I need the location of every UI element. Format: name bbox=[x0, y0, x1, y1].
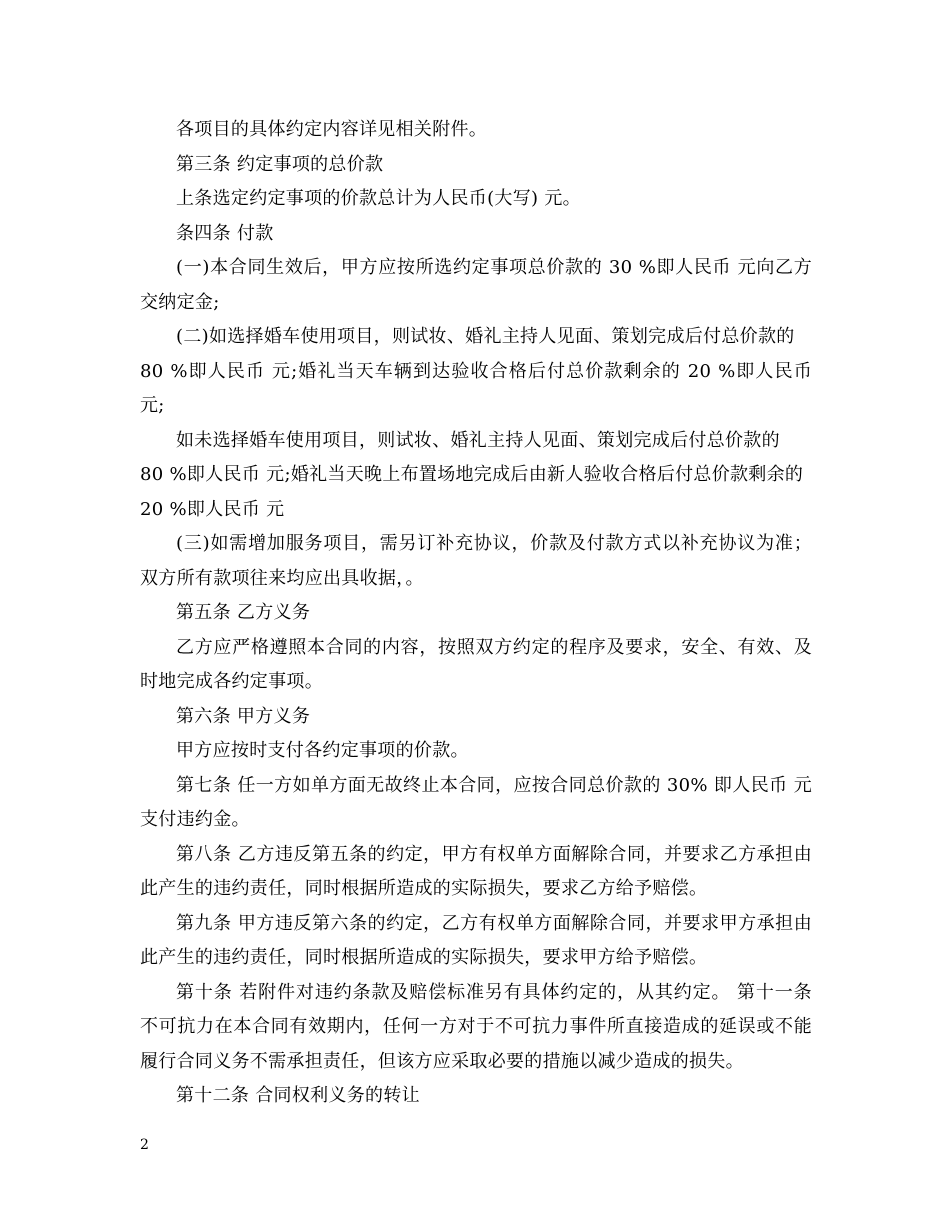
clause-8: 第八条 乙方违反第五条的约定，甲方有权单方面解除合同，并要求乙方承担由此产生的违约责任，同时根据所造成的实际损失，要求乙方给予赔偿。 bbox=[140, 843, 812, 899]
clause-4-alt-line-1: 如未选择婚车使用项目，则试妆、婚礼主持人见面、策划完成后付总价款的 bbox=[176, 429, 780, 451]
clause-9: 第九条 甲方违反第六条的约定，乙方有权单方面解除合同，并要求甲方承担由此产生的违约责任，同时根据所造成的实际损失，要求甲方给予赔偿。 bbox=[140, 912, 812, 968]
paragraph-attachment-note: 各项目的具体约定内容详见相关附件。 bbox=[176, 119, 488, 140]
clause-4-alt-line-3: 20 %即人民币 元 bbox=[140, 498, 285, 520]
clause-4-item-1: (一)本合同生效后，甲方应按所选约定事项总价款的 30 %即人民币 元向乙方交纳定金; bbox=[140, 257, 812, 313]
clause-3-body: 上条选定约定事项的价款总计为人民币(大写) 元。 bbox=[176, 188, 581, 209]
page-number: 2 bbox=[140, 1137, 149, 1153]
clause-3-heading: 第三条 约定事项的总价款 bbox=[176, 153, 384, 175]
clause-5-heading: 第五条 乙方义务 bbox=[176, 602, 311, 623]
clause-10-11: 第十条 若附件对违约条款及赔偿标准另有具体约定的，从其约定。 第十一条 不可抗力在本合同有效期内，任何一方对于不可抗力事件所直接造成的延误或不能履行合同义务不需承担责任，但该方应采取必要的措施以减少造成的损失。 bbox=[140, 981, 812, 1072]
clause-4-item-2-line-2: 80 %即人民币 元;婚礼当天车辆到达验收合格后付总价款剩余的 20 %即人民币 元; bbox=[140, 360, 812, 416]
clause-5-body: 乙方应严格遵照本合同的内容，按照双方约定的程序及要求，安全、有效、及时地完成各约定事项。 bbox=[140, 636, 812, 692]
clause-6-heading: 第六条 甲方义务 bbox=[176, 705, 311, 727]
clause-4-heading: 条四条 付款 bbox=[176, 222, 274, 244]
clause-4-item-2-line-1: (二)如选择婚车使用项目，则试妆、婚礼主持人见面、策划完成后付总价款的 bbox=[176, 326, 795, 347]
clause-12-heading: 第十二条 合同权利义务的转让 bbox=[176, 1085, 420, 1106]
clause-4-item-3: (三)如需增加服务项目，需另订补充协议，价款及付款方式以补充协议为准；双方所有款项往来均应出具收据，。 bbox=[140, 533, 812, 589]
clause-4-alt-line-2: 80 %即人民币 元;婚礼当天晚上布置场地完成后由新人验收合格后付总价款剩余的 bbox=[140, 464, 804, 485]
clause-7: 第七条 任一方如单方面无故终止本合同，应按合同总价款的 30% 即人民币 元支付违约金。 bbox=[140, 774, 812, 830]
clause-6-body: 甲方应按时支付各约定事项的价款。 bbox=[176, 740, 469, 761]
contract-body bbox=[140, 113, 812, 1114]
